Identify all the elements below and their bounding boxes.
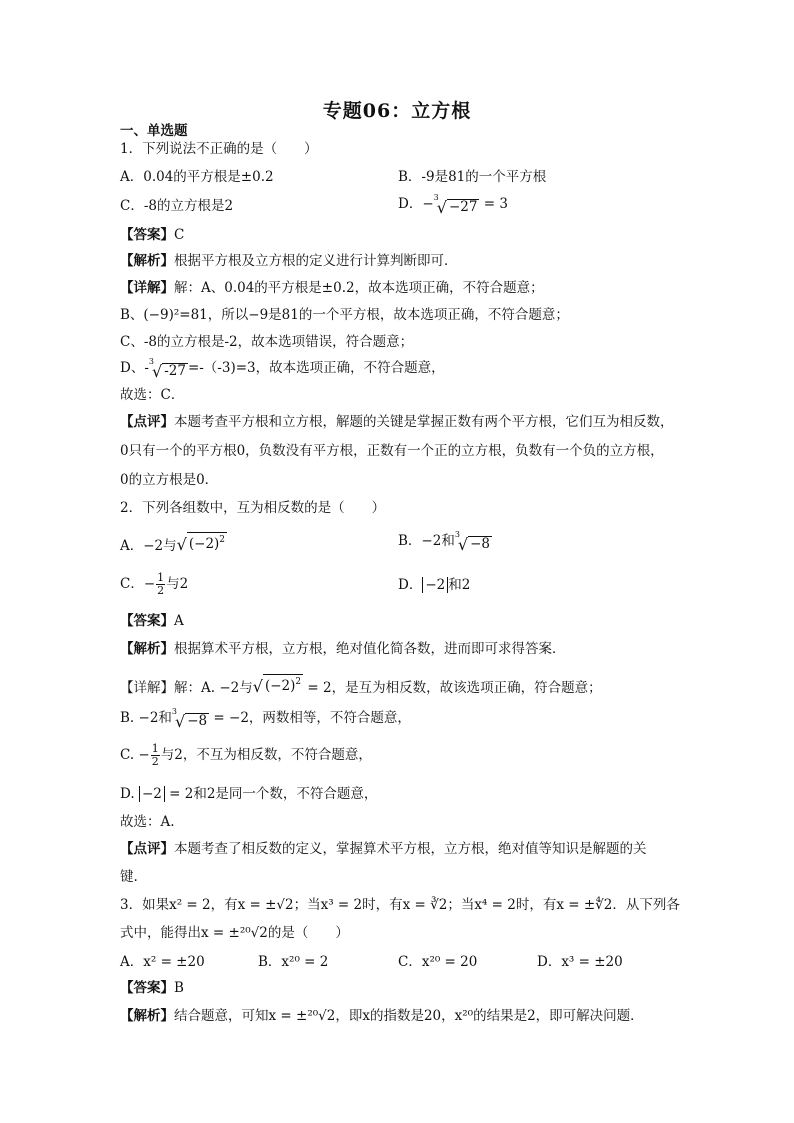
q1-answer bbox=[120, 226, 184, 244]
label-tag: 【详解】 bbox=[120, 280, 174, 296]
q1-option-a: A．0.04的平方根是±0.2 bbox=[120, 169, 274, 185]
label-text: 根据平方根及立方根的定义进行计算判断即可． bbox=[174, 253, 458, 269]
label-tag: 【答案】 bbox=[120, 613, 174, 629]
label-tag: 【解析】 bbox=[120, 253, 174, 269]
q2-option-d-post: 和2 bbox=[448, 577, 471, 593]
q2-detail-c bbox=[120, 743, 372, 768]
root-body: −8 bbox=[470, 536, 491, 552]
fraction-numerator: 1 bbox=[151, 742, 159, 755]
label-tag: 【解析】 bbox=[120, 641, 174, 657]
root-index: 3 bbox=[171, 707, 177, 716]
label-tag: 【点评】 bbox=[120, 841, 174, 857]
q3-option-c: C．x²⁰ = 20 bbox=[398, 954, 478, 970]
root-body: −27 bbox=[448, 199, 478, 215]
q2-detail-a-pre: 【详解】解：A. −2与 bbox=[120, 680, 253, 696]
label-text: 本题考查平方根和立方根，解题的关键是掌握正数有两个平方根，它们互为相反数， bbox=[174, 414, 674, 430]
square-root-expression: √ $(-2)^2$ bbox=[177, 532, 227, 552]
q3-stem-line-2: 式中，能得出x = ±²⁰√2的是（ ） bbox=[120, 925, 349, 941]
q2-option-c-post: 与2 bbox=[166, 576, 189, 592]
label-tag: 【解析】 bbox=[120, 1008, 174, 1024]
root-body: (−2) bbox=[264, 678, 296, 694]
q1-detail-3: C、-8的立方根是-2，故本选项错误，符合题意； bbox=[120, 334, 414, 350]
root-body: −8 bbox=[187, 713, 208, 729]
q2-option-c bbox=[120, 572, 188, 597]
root-index: 3 bbox=[433, 193, 439, 202]
q1-detail-1 bbox=[120, 279, 544, 297]
cube-root-expression: 3 √ −8 bbox=[455, 534, 492, 552]
q1-detail-2: B、(−9)²=81，所以−9是81的一个平方根，故本选项正确，不符合题意； bbox=[120, 307, 569, 323]
q2-option-c-sign: − bbox=[143, 576, 156, 592]
q3-analysis bbox=[120, 1007, 644, 1025]
fraction-denominator: 2 bbox=[151, 755, 159, 768]
q3-answer bbox=[120, 979, 184, 997]
q1-comment-3: 0的立方根是0． bbox=[120, 472, 219, 488]
q2-detail-a bbox=[120, 674, 602, 697]
q2-choose: 故选：A. bbox=[120, 814, 175, 830]
q1-stem: 1．下列说法不正确的是（ ） bbox=[120, 141, 318, 157]
q3-option-b: B．x²⁰ = 2 bbox=[258, 954, 329, 970]
root-body: -27 bbox=[164, 363, 186, 379]
q1-option-b: B．-9是81的一个平方根 bbox=[398, 169, 547, 185]
q1-detail-4-post: =-（-3)=3，故本选项正确，不符合题意， bbox=[187, 360, 445, 376]
q2-detail-b-pre: B. −2和 bbox=[120, 710, 172, 726]
absolute-value: −2 bbox=[422, 577, 448, 593]
cube-root-expression: 3 √ -27 bbox=[149, 361, 188, 379]
absolute-value: −2 bbox=[139, 786, 165, 802]
label-text: A bbox=[174, 613, 184, 629]
cube-root-expression: 3 √ −27 bbox=[434, 197, 480, 215]
q1-option-c: C．-8的立方根是2 bbox=[120, 198, 234, 214]
q2-detail-b bbox=[120, 709, 411, 729]
q1-option-d-label: D． bbox=[398, 196, 423, 212]
label-text: 根据算术平方根，立方根，绝对值化简各数，进而即可求得答案． bbox=[174, 641, 566, 657]
q2-option-a-label: A． bbox=[120, 538, 144, 554]
q1-analysis bbox=[120, 252, 458, 270]
q3-option-a: A．x² = ±20 bbox=[120, 954, 205, 970]
square-root-expression: √ $(-2)^2$ bbox=[253, 674, 303, 694]
q2-analysis bbox=[120, 640, 566, 658]
q2-option-b bbox=[398, 532, 492, 552]
q2-option-a bbox=[120, 532, 227, 555]
fraction-denominator: 2 bbox=[157, 584, 165, 597]
label-text: 解：A、0.04的平方根是±0.2，故本选项正确，不符合题意； bbox=[174, 280, 544, 296]
fraction-numerator: 1 bbox=[157, 571, 165, 584]
q1-option-d-sign: − bbox=[422, 196, 434, 212]
section-heading: 一、单选题 bbox=[120, 123, 188, 139]
exponent: 2 bbox=[219, 535, 226, 545]
q1-detail-4 bbox=[120, 359, 445, 379]
q3-option-d: D．x³ = ±20 bbox=[537, 954, 623, 970]
q2-option-b-label: B． bbox=[398, 533, 422, 549]
q1-detail-4-pre: D、- bbox=[120, 360, 149, 376]
q2-answer bbox=[120, 612, 184, 630]
q2-option-c-label: C． bbox=[120, 576, 144, 592]
root-index: 3 bbox=[148, 357, 154, 366]
q2-option-b-pre: −2和 bbox=[421, 533, 455, 549]
q2-detail-d bbox=[120, 785, 377, 803]
fraction bbox=[151, 743, 160, 768]
q2-detail-a-post: = 2，是互为相反数，故该选项正确，符合题意； bbox=[303, 680, 602, 696]
cube-root-expression: 3 √ −8 bbox=[172, 711, 209, 729]
label-text: 结合题意，可知x = ±²⁰√2，即x的指数是20，x²⁰的结果是2，即可解决问题． bbox=[174, 1008, 644, 1024]
q2-option-a-pre: −2与 bbox=[143, 538, 177, 554]
q2-comment-2: 键. bbox=[120, 869, 138, 885]
q1-choose: 故选：C． bbox=[120, 387, 185, 403]
q2-detail-d-post: = 2和2是同一个数，不符合题意， bbox=[164, 786, 378, 802]
q2-comment-1 bbox=[120, 840, 647, 858]
q3-stem-line-1: 3．如果x² = 2，有x = ±√2；当x³ = 2时，有x = ∛2；当x⁴ = 2时，有x = ±∜2．从下列各 bbox=[120, 897, 680, 913]
label-text: 本题考查了相反数的定义，掌握算术平方根，立方根，绝对值等知识是解题的关 bbox=[174, 841, 647, 857]
label-tag: 【点评】 bbox=[120, 414, 174, 430]
q2-detail-b-post: = −2，两数相等，不符合题意， bbox=[209, 710, 411, 726]
q2-option-d-label: D． bbox=[398, 577, 423, 593]
q1-option-d-result: = 3 bbox=[479, 196, 508, 212]
q1-comment-2: 0只有一个的平方根0，负数没有平方根，正数有一个正的立方根，负数有一个负的立方根， bbox=[120, 443, 664, 459]
label-text: C bbox=[174, 227, 185, 243]
q2-detail-c-pre: C. − bbox=[120, 747, 150, 763]
label-text: B bbox=[174, 980, 184, 996]
q2-detail-c-post: 与2，不互为相反数，不符合题意， bbox=[160, 747, 372, 763]
label-tag: 【答案】 bbox=[120, 980, 174, 996]
root-body: (−2) bbox=[188, 536, 220, 552]
label-tag: 【答案】 bbox=[120, 227, 174, 243]
q1-option-d bbox=[398, 195, 508, 215]
q2-option-d bbox=[398, 576, 470, 594]
q1-comment-1 bbox=[120, 413, 674, 431]
fraction bbox=[156, 572, 165, 597]
exponent: 2 bbox=[295, 677, 302, 687]
root-index: 3 bbox=[454, 530, 460, 539]
q2-stem: 2．下列各组数中，互为相反数的是（ ） bbox=[120, 500, 386, 516]
page-title: 专题06：立方根 bbox=[322, 100, 472, 122]
q2-detail-d-pre: D. bbox=[120, 786, 139, 802]
